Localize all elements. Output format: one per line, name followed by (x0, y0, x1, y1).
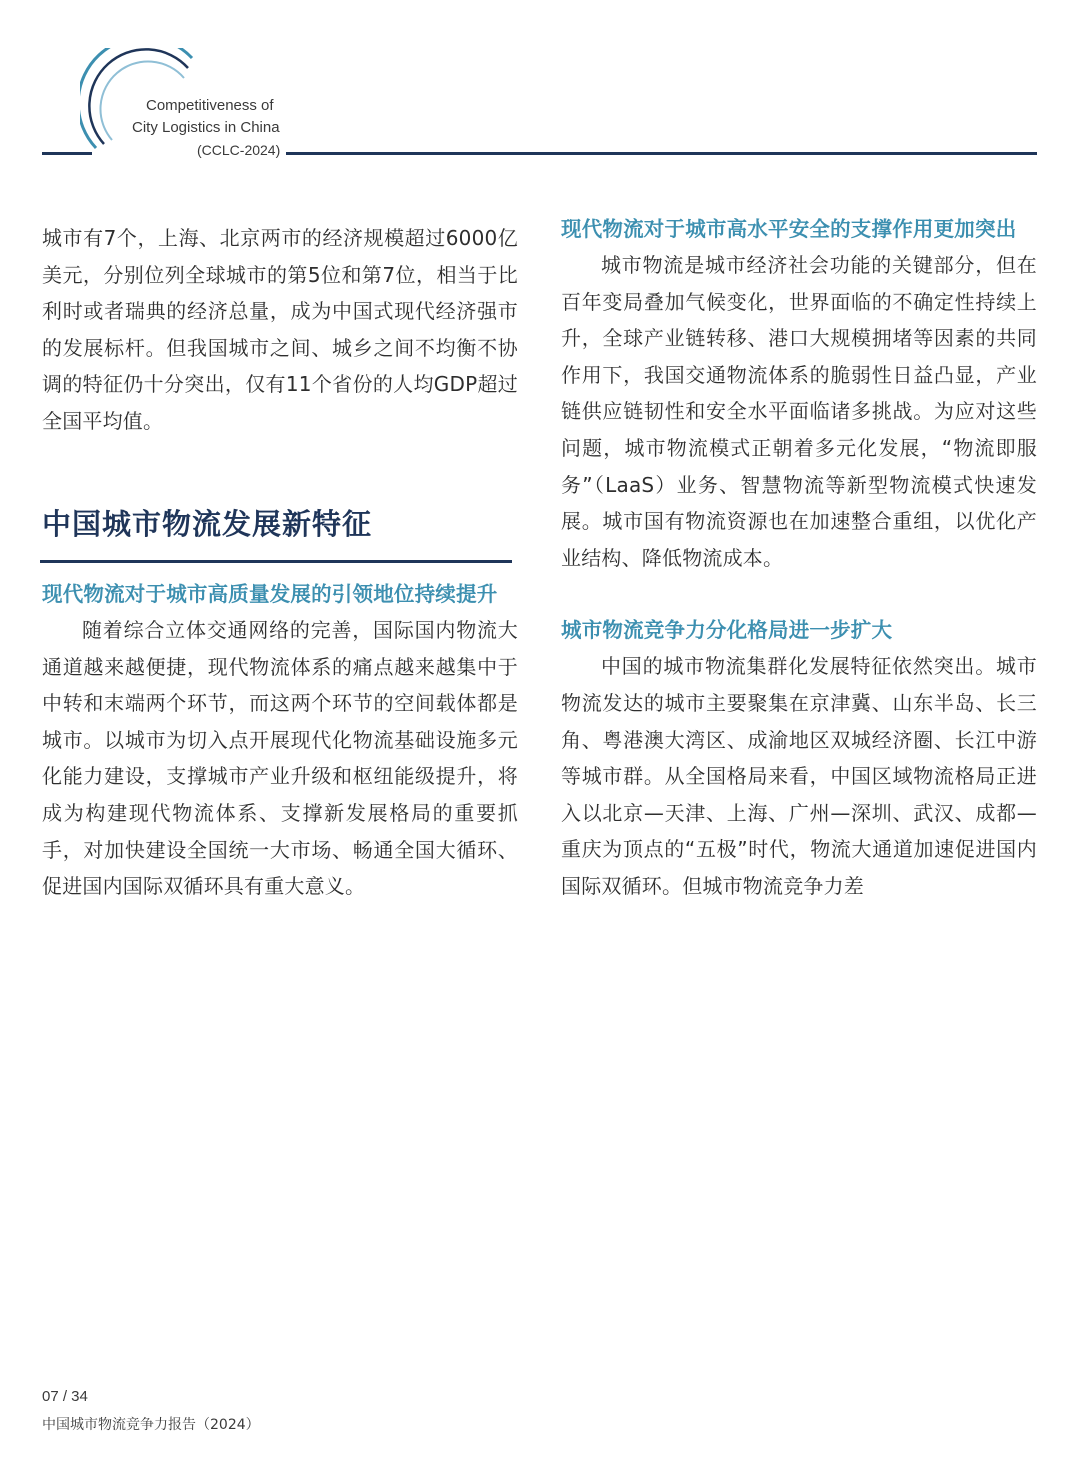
section-title-rule (40, 560, 512, 563)
header-rule-right (286, 152, 1037, 155)
brand-line-1: Competitiveness of (146, 97, 274, 114)
subheading-2: 现代物流对于城市高水平安全的支撑作用更加突出 (561, 217, 1017, 241)
brand-line-2: City Logistics in China (132, 119, 280, 136)
header-rule-left (42, 152, 92, 155)
right-column (561, 211, 1037, 905)
paragraph-1: 随着综合立体交通网络的完善，国际国内物流大通道越来越便捷，现代物流体系的痛点越来越集中于中转和末端两个环节，而这两个环节的空间载体都是城市。以城市为切入点开展现代化物流基础设施多元化能力建设，支撑城市产业升级和枢纽能级提升，将成为构建现代物流体系、支撑新发展格局的重要抓手，对加快建设全国统一大市场、畅通全国大循环、促进国内国际双循环具有重大意义。 (42, 618, 518, 899)
paragraph-2: 城市物流是城市经济社会功能的关键部分，但在百年变局叠加气候变化，世界面临的不确定性持续上升，全球产业链转移、港口大规模拥堵等因素的共同作用下，我国交通物流体系的脆弱性日益凸显，产业链供应链韧性和安全水平面临诸多挑战。为应对这些问题，城市物流模式正朝着多元化发展，“物流即服务”（LaaS）业务、智慧物流等新型物流模式快速发展。城市国有物流资源也在加速整合重组，以优化产业结构、降低物流成本。 (561, 253, 1037, 570)
section-title: 中国城市物流发展新特征 (42, 507, 373, 541)
brand-line-3: (CCLC-2024) (197, 142, 281, 158)
intro-paragraph: 城市有7个，上海、北京两市的经济规模超过6000亿美元，分别位列全球城市的第5位和第7位，相当于比利时或者瑞典的经济总量，成为中国式现代经济强市的发展标杆。但我国城市之间、城乡之间不均衡不协调的特征仍十分突出，仅有11个省份的人均GDP超过全国平均值。 (42, 226, 518, 433)
report-title: 中国城市物流竞争力报告（2024） (42, 1417, 260, 1433)
subheading-1: 现代物流对于城市高质量发展的引领地位持续提升 (42, 582, 498, 606)
subheading-3: 城市物流竞争力分化格局进一步扩大 (561, 618, 893, 643)
page-number: 07 / 34 (42, 1388, 88, 1405)
left-column (42, 220, 518, 440)
left-column-section (42, 576, 518, 905)
paragraph-3: 中国的城市物流集群化发展特征依然突出。城市物流发达的城市主要聚集在京津冀、山东半岛、长三角、粤港澳大湾区、成渝地区双城经济圈、长江中游等城市群。从全国格局来看，中国区域物流格局正进入以北京—天津、上海、广州—深圳、武汉、成都—重庆为顶点的“五极”时代，物流大通道加速促进国内国际双循环。但城市物流竞争力差 (561, 654, 1037, 898)
